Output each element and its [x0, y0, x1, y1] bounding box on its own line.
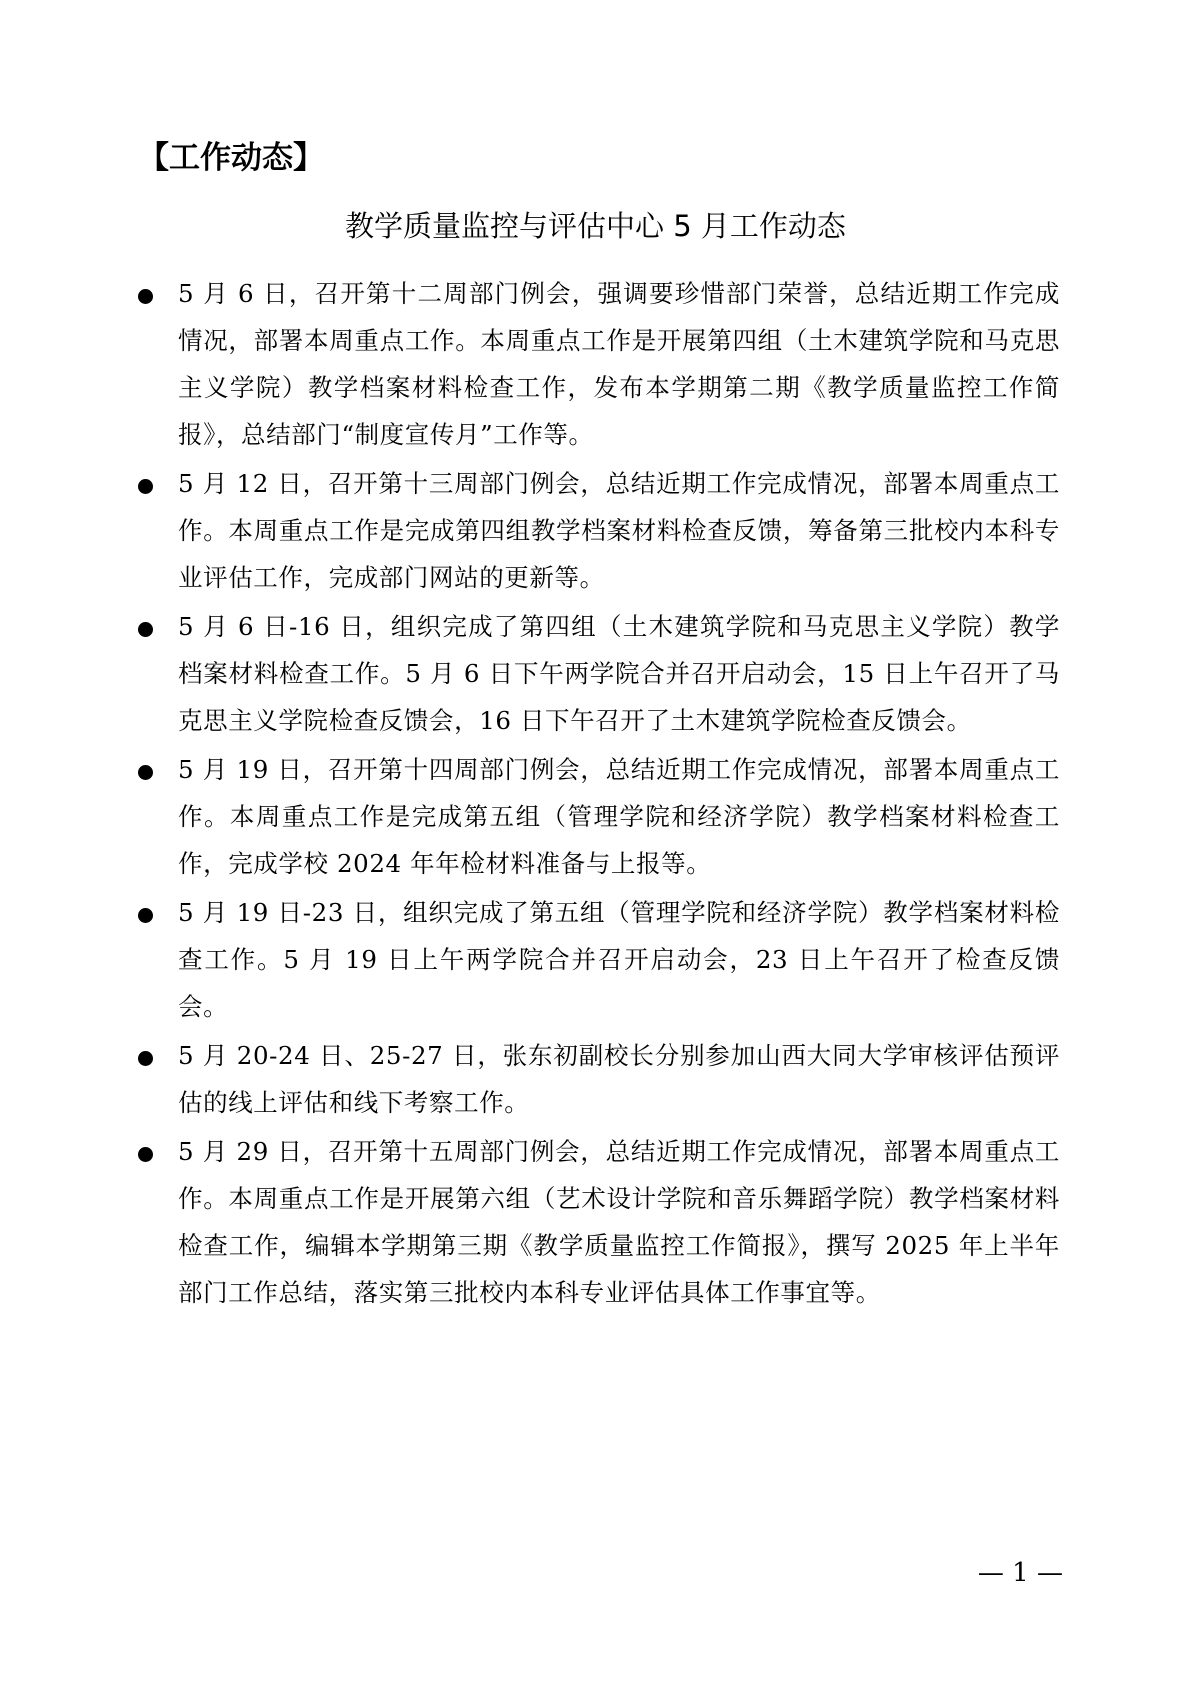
list-item	[130, 603, 1060, 744]
list-item-text: 5 月 19 日，召开第十四周部门例会，总结近期工作完成情况，部署本周重点工作。本周重点工作是完成第五组（管理学院和经济学院）教学档案材料检查工作，完成学校 2024 年年检材料准备与上报等。	[178, 755, 1060, 878]
list-item	[130, 270, 1060, 458]
list-item-text: 5 月 19 日-23 日，组织完成了第五组（管理学院和经济学院）教学档案材料检查工作。5 月 19 日上午两学院合并召开启动会，23 日上午召开了检查反馈会。	[178, 898, 1060, 1021]
list-item	[130, 1032, 1060, 1126]
list-item	[130, 1128, 1060, 1316]
list-item	[130, 746, 1060, 887]
bullet-icon	[138, 479, 153, 494]
page-title: 教学质量监控与评估中心 5 月工作动态	[345, 209, 846, 243]
bullet-icon	[138, 622, 153, 637]
list-item	[130, 460, 1060, 601]
list-item-text: 5 月 6 日，召开第十二周部门例会，强调要珍惜部门荣誉，总结近期工作完成情况，部署本周重点工作。本周重点工作是开展第四组（土木建筑学院和马克思主义学院）教学档案材料检查工作，发布本学期第二期《教学质量监控工作简报》，总结部门“制度宣传月”工作等。	[178, 279, 1060, 449]
work-item-list	[130, 270, 1060, 1318]
list-item-text: 5 月 20-24 日、25-27 日，张东初副校长分别参加山西大同大学审核评估预评估的线上评估和线下考察工作。	[178, 1041, 1060, 1117]
bullet-icon	[138, 289, 153, 304]
section-tag: 【工作动态】	[138, 140, 324, 176]
list-item-text: 5 月 6 日-16 日，组织完成了第四组（土木建筑学院和马克思主义学院）教学档案材料检查工作。5 月 6 日下午两学院合并召开启动会，15 日上午召开了马克思主义学院检查反馈会，16 日下午召开了土木建筑学院检查反馈会。	[178, 612, 1060, 735]
bullet-icon	[138, 765, 153, 780]
list-item	[130, 889, 1060, 1030]
list-item-text: 5 月 12 日，召开第十三周部门例会，总结近期工作完成情况，部署本周重点工作。本周重点工作是完成第四组教学档案材料检查反馈，筹备第三批校内本科专业评估工作，完成部门网站的更新等。	[178, 469, 1060, 592]
bullet-icon	[138, 1147, 153, 1162]
bullet-icon	[138, 1051, 153, 1066]
list-item-text: 5 月 29 日，召开第十五周部门例会，总结近期工作完成情况，部署本周重点工作。本周重点工作是开展第六组（艺术设计学院和音乐舞蹈学院）教学档案材料检查工作，编辑本学期第三期《教学质量监控工作简报》，撰写 2025 年上半年部门工作总结，落实第三批校内本科专业评估具体工作事宜等。	[178, 1137, 1060, 1307]
bullet-icon	[138, 908, 153, 923]
page-number: — 1 —	[977, 1558, 1063, 1588]
